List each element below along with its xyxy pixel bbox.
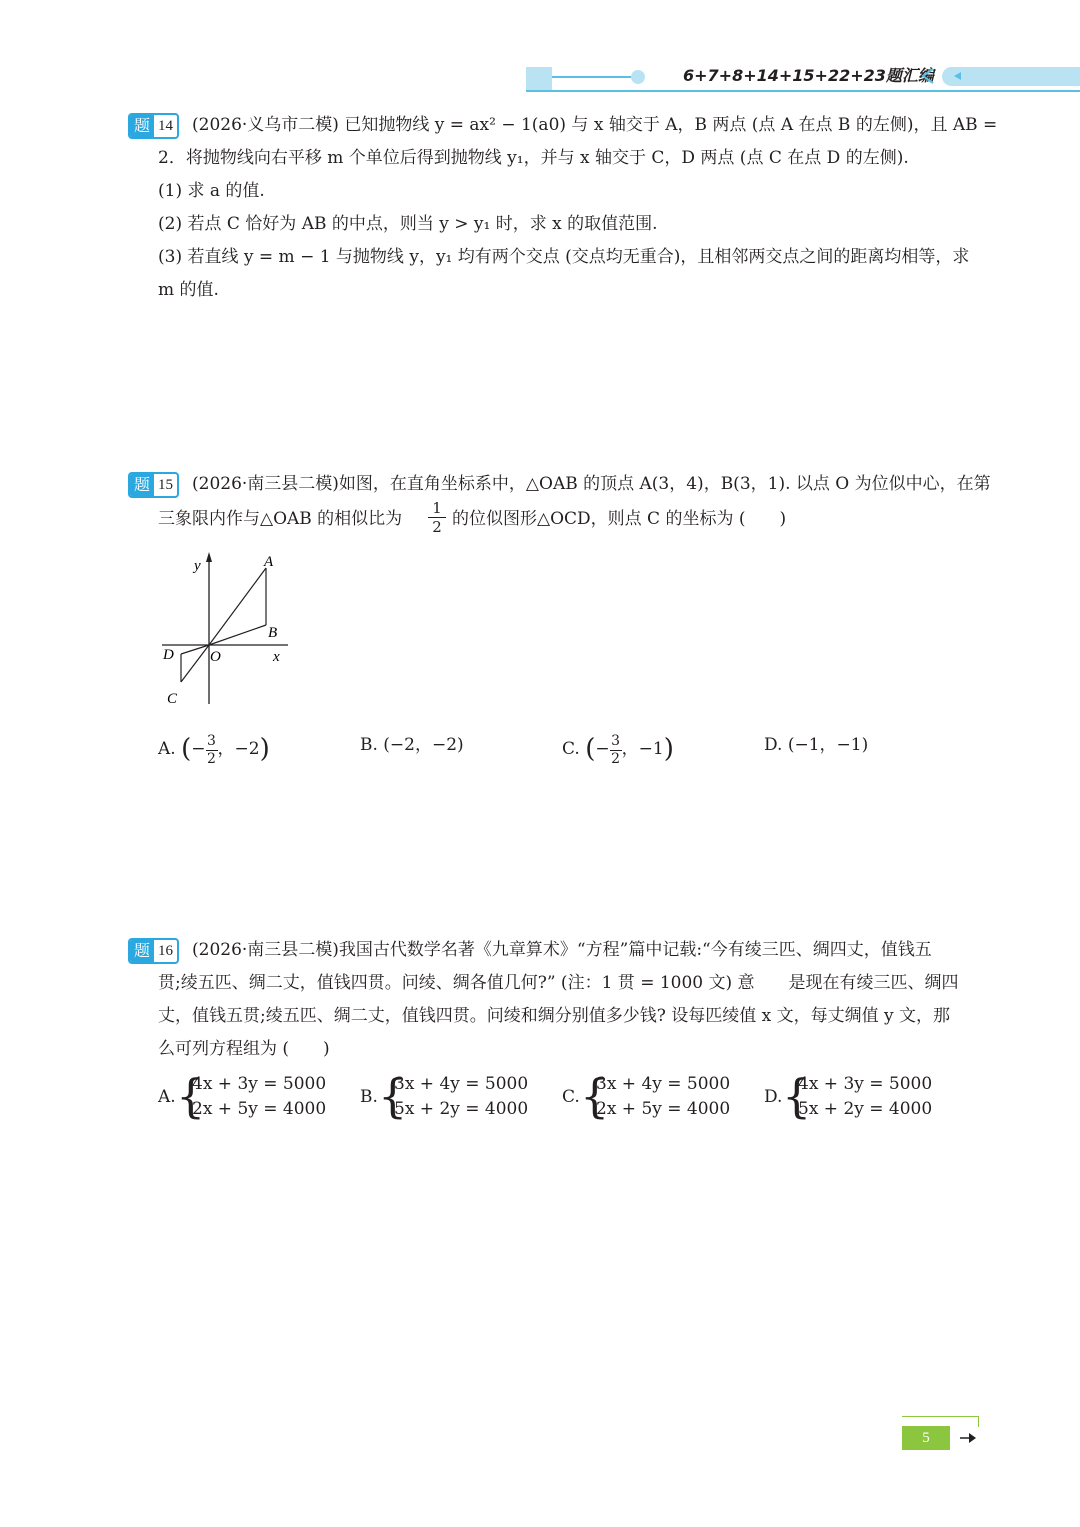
- equation-2: 5x + 2y = 4000: [394, 1099, 529, 1119]
- option-sign: −: [595, 739, 610, 759]
- fraction-denominator: 2: [207, 751, 216, 767]
- header-pill: [942, 67, 1080, 86]
- q15-line2a: 三象限内作与△OAB 的相似比为: [158, 509, 403, 529]
- option-rest: ，−1: [621, 739, 664, 759]
- y-axis-arrow: [206, 552, 212, 562]
- label-C: C: [167, 691, 178, 707]
- q16-line3: 丈，值钱五贯;绫五匹、绸二丈，值钱四贯。问绫和绸分别值多少钱? 设每匹绫值 x 文，每丈绸值 y 文，那: [158, 1006, 951, 1026]
- question-number: 14: [158, 118, 174, 134]
- option-sign: −: [191, 739, 206, 759]
- label-y: y: [194, 558, 201, 574]
- q15-fraction: [428, 499, 446, 536]
- equation-1: 4x + 3y = 5000: [798, 1074, 933, 1094]
- question-number: 16: [158, 943, 174, 959]
- segment-OC: [181, 645, 209, 682]
- header-decor-block: [526, 67, 552, 91]
- question-tag-14: [128, 113, 179, 139]
- header-title: 6+7+8+14+15+22+23题汇编: [683, 66, 934, 85]
- label-B: B: [268, 625, 278, 641]
- fraction-numerator: 1: [428, 499, 446, 518]
- q15-line2b: 的位似图形△OCD，则点 C 的坐标为 ( ): [452, 509, 787, 529]
- q14-part3a: (3) 若直线 y = m − 1 与抛物线 y，y₁ 均有两个交点 (交点均无重合)，且相邻两交点之间的距离均相等，求: [158, 247, 970, 267]
- question-tag-label: 题: [130, 115, 154, 137]
- fraction-denominator: 2: [432, 518, 442, 536]
- q15-option-c[interactable]: C. (− $\frac{3}{2}$ ，−1): [562, 733, 674, 767]
- label-D: D: [163, 647, 174, 663]
- brace: {: [378, 1069, 408, 1123]
- q14-part2: (2) 若点 C 恰好为 AB 的中点，则当 y > y₁ 时，求 x 的取值范围.: [158, 214, 658, 234]
- q15-line1: (2026·南三县二模)如图，在直角坐标系中，△OAB 的顶点 A(3，4)，B(3，1). 以点 O 为位似中心，在第: [192, 474, 991, 494]
- fraction-denominator: 2: [611, 751, 621, 767]
- option-label: B.: [360, 1087, 378, 1107]
- question-tag-label: 题: [130, 940, 154, 962]
- equation-1: 4x + 3y = 5000: [192, 1074, 327, 1094]
- question-number: 15: [158, 477, 174, 493]
- brace: {: [782, 1069, 812, 1123]
- q15-option-d[interactable]: D. (−1，−1): [764, 735, 869, 755]
- option-label: C.: [562, 739, 580, 759]
- question-tag-15: [128, 472, 179, 498]
- equation-1: 3x + 4y = 5000: [394, 1074, 529, 1094]
- q15-option-a[interactable]: A. (− $\frac{3}{2}$ ，−2): [158, 733, 270, 767]
- header-decor-dot: [631, 70, 645, 84]
- question-tag-label: 题: [130, 474, 154, 496]
- q14-line2: 2．将抛物线向右平移 m 个单位后得到抛物线 y₁，并与 x 轴交于 C，D 两点 (点 C 在点 D 的左侧).: [158, 148, 909, 168]
- header-decor-line: [552, 76, 632, 78]
- option-label: C.: [562, 1087, 580, 1107]
- label-x: x: [273, 649, 280, 665]
- option-label: A.: [158, 739, 176, 759]
- coordinate-figure: [156, 548, 296, 713]
- question-tag-16: [128, 938, 179, 964]
- option-label: D.: [764, 1087, 783, 1107]
- equation-1: 3x + 4y = 5000: [596, 1074, 731, 1094]
- page-number: 5: [902, 1426, 950, 1450]
- q14-line1: (2026·义乌市二模) 已知抛物线 y = ax² − 1(a0) 与 x 轴交于 A，B 两点 (点 A 在点 B 的左侧)，且 AB =: [192, 115, 998, 135]
- equation-2: 5x + 2y = 4000: [798, 1099, 933, 1119]
- segment-OB: [209, 625, 266, 645]
- label-A: A: [264, 554, 274, 570]
- chevron-left-icon: [918, 66, 938, 86]
- option-label: A.: [158, 1087, 176, 1107]
- label-O: O: [210, 649, 221, 665]
- q14-part1: (1) 求 a 的值.: [158, 181, 265, 201]
- header-underline: [526, 90, 1080, 92]
- fraction-numerator: 3: [611, 733, 621, 749]
- brace: {: [580, 1069, 610, 1123]
- fraction-numerator: 3: [207, 733, 216, 749]
- arrow-right-icon: [960, 1432, 976, 1444]
- q16-line1: (2026·南三县二模)我国古代数学名著《九章算术》“方程”篇中记载:“今有绫三匹、绸四丈，值钱五: [192, 940, 932, 960]
- equation-2: 2x + 5y = 4000: [596, 1099, 731, 1119]
- segment-OA: [209, 568, 266, 645]
- option-rest: ，−2: [217, 739, 260, 759]
- brace: {: [176, 1069, 206, 1123]
- q16-line2: 贯;绫五匹、绸二丈，值钱四贯。问绫、绸各值几何?” (注：1 贯 = 1000 文) 意 是现在有绫三匹、绸四: [158, 973, 959, 993]
- q15-option-b[interactable]: B. (−2，−2): [360, 735, 464, 755]
- q14-part3b: m 的值.: [158, 280, 219, 300]
- q16-line4: 么可列方程组为 ( ): [158, 1039, 330, 1059]
- equation-2: 2x + 5y = 4000: [192, 1099, 327, 1119]
- segment-OD: [181, 645, 209, 654]
